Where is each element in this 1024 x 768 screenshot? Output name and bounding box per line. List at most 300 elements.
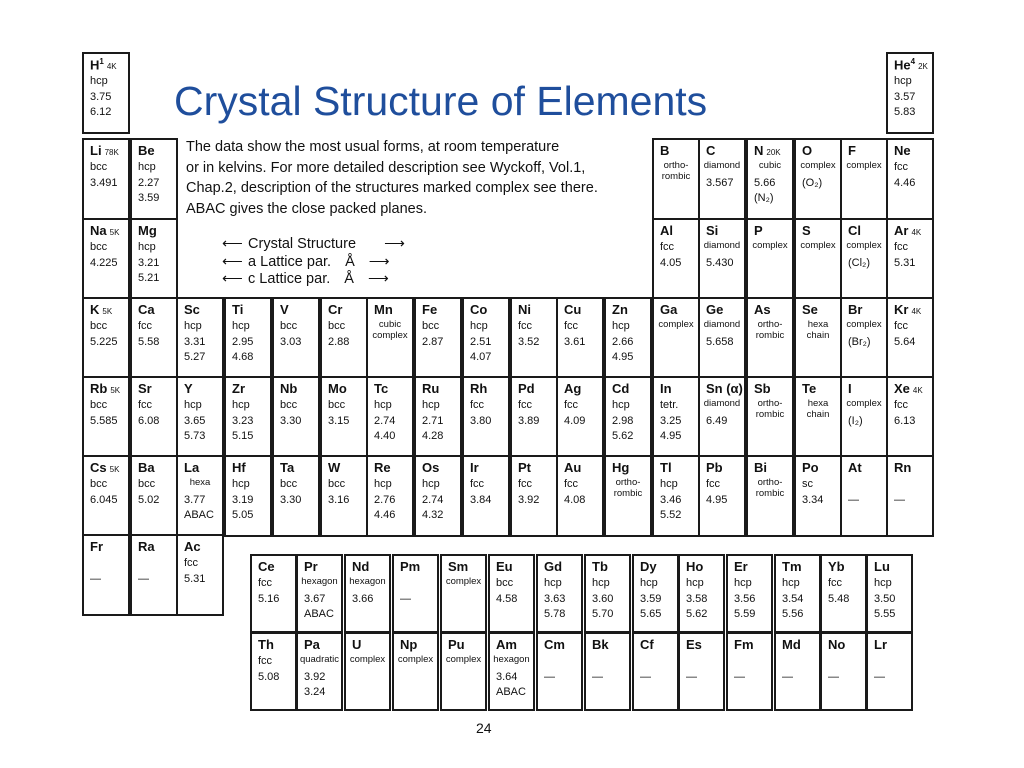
element-symbol: La xyxy=(184,460,200,475)
element-values: bcc 5.225 xyxy=(90,320,118,348)
element-cell xyxy=(604,297,652,379)
element-values: hcp 2.66 4.95 xyxy=(612,320,634,363)
element-values: hcp 3.46 5.52 xyxy=(660,478,682,521)
element-symbol: Li 78K xyxy=(90,143,119,158)
element-cell xyxy=(82,297,130,379)
element-symbol: N 20K xyxy=(754,143,781,158)
element-values: (Br₂) xyxy=(848,335,871,348)
element-symbol: F xyxy=(848,143,856,158)
temperature-label: 5K xyxy=(109,228,120,237)
temperature-label: 4K xyxy=(911,307,922,316)
element-cell xyxy=(272,376,320,458)
element-symbol: Ta xyxy=(280,460,295,475)
element-values: fcc 3.92 xyxy=(518,478,540,506)
element-cell xyxy=(250,632,297,711)
element-cell xyxy=(604,376,652,458)
element-cell xyxy=(652,218,700,300)
legend-label: a Lattice par. xyxy=(248,254,332,270)
element-cell xyxy=(774,554,821,633)
element-values: bcc 3.16 xyxy=(328,478,350,506)
element-cell xyxy=(698,297,746,379)
element-symbol: $H^14K$ xyxy=(90,57,117,73)
left-arrow-icon: ⟵ xyxy=(222,254,243,270)
element-values: hcp 3.54 5.56 xyxy=(782,577,804,620)
element-cell xyxy=(794,138,842,220)
element-symbol: Pb xyxy=(706,460,723,475)
element-values: fcc 5.16 xyxy=(258,577,280,605)
element-symbol: Al xyxy=(660,223,673,238)
element-cell xyxy=(536,632,583,711)
left-arrow-icon: ⟵ xyxy=(222,236,243,252)
element-cell xyxy=(414,455,462,537)
element-cell xyxy=(678,554,725,633)
structure-note: complex xyxy=(445,576,482,587)
element-cell xyxy=(344,554,391,633)
element-cell xyxy=(392,554,439,633)
temperature-label: 4K xyxy=(912,386,923,395)
element-cell xyxy=(886,218,934,300)
element-symbol: W xyxy=(328,460,341,475)
element-values: bcc 5.585 xyxy=(90,399,118,427)
element-symbol: Sc xyxy=(184,302,200,317)
element-cell xyxy=(488,632,535,711)
element-symbol: Ra xyxy=(138,539,155,554)
element-symbol: I xyxy=(848,381,852,396)
element-cell xyxy=(556,455,604,537)
element-cell xyxy=(652,455,700,537)
element-symbol: Co xyxy=(470,302,488,317)
element-cell xyxy=(392,632,439,711)
element-values: fcc 3.61 xyxy=(564,320,586,348)
element-symbol: Re xyxy=(374,460,391,475)
element-values: fcc 4.95 xyxy=(706,478,728,506)
element-symbol: Th xyxy=(258,637,274,652)
element-symbol: Tm xyxy=(782,559,802,574)
element-symbol: Er xyxy=(734,559,748,574)
element-symbol: Pt xyxy=(518,460,531,475)
element-cell xyxy=(886,376,934,458)
element-symbol: Be xyxy=(138,143,155,158)
structure-note: hexa chain xyxy=(806,319,830,341)
element-cell xyxy=(886,455,934,537)
element-symbol: Br xyxy=(848,302,863,317)
element-values: hcp 2.76 4.46 xyxy=(374,478,396,521)
structure-note: complex xyxy=(846,240,882,251)
structure-note: hexa chain xyxy=(806,398,830,420)
structure-note: diamond xyxy=(703,160,741,171)
element-symbol: Gd xyxy=(544,559,563,574)
temperature-label: 78K xyxy=(104,148,119,157)
element-symbol: Yb xyxy=(828,559,845,574)
description-line: Chap.2, description of the structures marked complex see there. xyxy=(186,180,598,196)
element-cell xyxy=(866,554,913,633)
legend-unit: Å xyxy=(345,254,355,270)
element-symbol: Te xyxy=(802,381,817,396)
element-symbol: O xyxy=(802,143,813,158)
element-values: fcc 3.52 xyxy=(518,320,540,348)
element-values: fcc 5.08 xyxy=(258,655,280,683)
element-cell xyxy=(632,632,679,711)
element-values: 5.430 xyxy=(706,256,734,269)
element-symbol: S xyxy=(802,223,811,238)
element-cell xyxy=(510,297,558,379)
element-cell xyxy=(510,455,558,537)
element-cell xyxy=(320,376,368,458)
element-values: 3.77 ABAC xyxy=(184,493,214,521)
element-values: (Cl₂) xyxy=(848,256,870,269)
isotope-superscript: 4 xyxy=(910,57,916,66)
element-values: bcc 2.88 xyxy=(328,320,350,348)
element-cell xyxy=(794,218,842,300)
element-values: bcc 4.225 xyxy=(90,241,118,269)
element-symbol: Ru xyxy=(422,381,440,396)
element-cell xyxy=(462,376,510,458)
isotope-superscript: 1 xyxy=(99,57,104,66)
structure-note: complex xyxy=(846,160,882,171)
element-cell xyxy=(866,632,913,711)
element-symbol: Zn xyxy=(612,302,628,317)
element-cell xyxy=(584,632,631,711)
element-symbol: Hf xyxy=(232,460,246,475)
description-line: ABAC gives the close packed planes. xyxy=(186,200,427,217)
legend-structure xyxy=(222,236,405,252)
element-cell xyxy=(678,632,725,711)
structure-note: complex xyxy=(800,240,836,251)
structure-note: complex xyxy=(800,160,836,171)
element-values: bcc 3.15 xyxy=(328,399,350,427)
element-symbol: Ir xyxy=(470,460,479,475)
element-values: fcc 4.08 xyxy=(564,478,586,506)
element-values: bcc 6.045 xyxy=(90,478,118,506)
element-symbol: Rh xyxy=(470,381,488,396)
element-symbol: Sr xyxy=(138,381,152,396)
structure-note: complex xyxy=(397,654,434,665)
element-symbol: He$^4$2K xyxy=(894,57,928,73)
element-values: hcp 2.71 4.28 xyxy=(422,399,444,442)
right-arrow-icon: ⟶ xyxy=(368,254,390,270)
element-symbol: Sm xyxy=(448,559,469,574)
structure-note: hexagon xyxy=(349,576,386,587)
element-values: fcc 6.08 xyxy=(138,399,160,427)
element-values: fcc 5.31 xyxy=(184,557,206,585)
element-values: hcp 3.56 5.59 xyxy=(734,577,756,620)
description-line: or in kelvins. For more detailed description see Wyckoff, Vol.1, xyxy=(186,159,586,176)
element-values: — xyxy=(734,670,745,683)
element-cell xyxy=(536,554,583,633)
element-values: — xyxy=(782,670,793,683)
element-cell xyxy=(698,376,746,458)
element-cell xyxy=(840,138,888,220)
element-values: bcc 5.02 xyxy=(138,478,160,506)
element-symbol: K 5K xyxy=(90,302,113,317)
element-values: — xyxy=(544,670,555,683)
element-cell xyxy=(82,52,130,134)
element-symbol: Ni xyxy=(518,302,531,317)
legend-unit: Å xyxy=(344,271,354,287)
element-symbol: Eu xyxy=(496,559,513,574)
element-symbol: Mo xyxy=(328,381,347,396)
element-symbol: Se xyxy=(802,302,818,317)
element-cell xyxy=(414,297,462,379)
element-symbol: Mg xyxy=(138,223,157,238)
temperature-label: 5K xyxy=(102,307,113,316)
page-number: 24 xyxy=(476,720,492,736)
element-values: fcc 4.46 xyxy=(894,161,916,189)
element-cell xyxy=(130,138,178,220)
structure-note: cubic complex xyxy=(372,319,408,341)
element-cell xyxy=(250,554,297,633)
element-values: hcp 3.23 5.15 xyxy=(232,399,254,442)
page-title: Crystal Structure of Elements xyxy=(174,78,708,124)
element-symbol: At xyxy=(848,460,862,475)
element-values: — xyxy=(400,592,411,605)
structure-note: complex xyxy=(445,654,482,665)
element-cell xyxy=(462,455,510,537)
structure-note: hexa xyxy=(189,477,211,488)
element-symbol: P xyxy=(754,223,763,238)
element-symbol: U xyxy=(352,637,362,652)
element-values: — xyxy=(894,493,905,506)
structure-note: ortho- rombic xyxy=(613,477,643,499)
element-values: 3.66 xyxy=(352,592,374,605)
element-values: (O₂) xyxy=(802,176,823,189)
element-values: 3.567 xyxy=(706,176,734,189)
element-cell xyxy=(510,376,558,458)
element-values: hcp 2.51 4.07 xyxy=(470,320,492,363)
structure-note: ortho- rombic xyxy=(661,160,691,182)
element-symbol: Bi xyxy=(754,460,767,475)
left-arrow-icon: ⟵ xyxy=(222,271,243,287)
element-values: hcp 2.74 4.32 xyxy=(422,478,444,521)
element-values: (I₂) xyxy=(848,414,863,427)
element-symbol: In xyxy=(660,381,672,396)
element-cell xyxy=(886,138,934,220)
element-values: hcp 2.98 5.62 xyxy=(612,399,634,442)
element-values: — xyxy=(90,572,101,585)
element-symbol: Ti xyxy=(232,302,244,317)
legend-label: Crystal Structure xyxy=(248,236,357,252)
element-symbol: Pd xyxy=(518,381,535,396)
element-cell xyxy=(82,138,130,220)
element-symbol: Hg xyxy=(612,460,630,475)
element-values: fcc 4.05 xyxy=(660,241,682,269)
element-symbol: Fe xyxy=(422,302,438,317)
element-symbol: Ho xyxy=(686,559,704,574)
element-symbol: Cr xyxy=(328,302,343,317)
element-cell xyxy=(414,376,462,458)
element-symbol: Ar 4K xyxy=(894,223,922,238)
legend-a-param xyxy=(222,254,390,270)
element-values: tetr. 3.25 4.95 xyxy=(660,399,682,442)
element-symbol: Ag xyxy=(564,381,582,396)
element-values: hcp 3.65 5.73 xyxy=(184,399,206,442)
element-cell xyxy=(746,455,794,537)
element-cell xyxy=(272,455,320,537)
element-symbol: Pa xyxy=(304,637,320,652)
element-values: fcc 5.31 xyxy=(894,241,916,269)
element-cell xyxy=(556,376,604,458)
element-symbol: Zr xyxy=(232,381,245,396)
element-cell xyxy=(584,554,631,633)
element-symbol: Tc xyxy=(374,381,389,396)
element-symbol: Cm xyxy=(544,637,565,652)
structure-note: cubic xyxy=(758,160,782,171)
element-symbol: Lr xyxy=(874,637,887,652)
element-symbol: Ga xyxy=(660,302,678,317)
element-cell xyxy=(130,534,178,616)
element-cell xyxy=(130,455,178,537)
element-cell xyxy=(224,297,272,379)
element-values: — xyxy=(592,670,603,683)
element-cell xyxy=(320,297,368,379)
element-values: sc 3.34 xyxy=(802,478,824,506)
element-values: — xyxy=(640,670,651,683)
element-cell xyxy=(176,376,224,458)
element-cell xyxy=(698,138,746,220)
element-symbol: Cf xyxy=(640,637,654,652)
element-values: hcp 2.74 4.40 xyxy=(374,399,396,442)
element-values: bcc 2.87 xyxy=(422,320,444,348)
element-symbol: Au xyxy=(564,460,582,475)
element-symbol: Cs 5K xyxy=(90,460,120,475)
element-values: bcc 3.491 xyxy=(90,161,118,189)
element-values: hcp 3.50 5.55 xyxy=(874,577,896,620)
element-symbol: Tb xyxy=(592,559,608,574)
element-symbol: Ne xyxy=(894,143,911,158)
element-cell xyxy=(272,297,320,379)
temperature-label: 4K xyxy=(106,62,117,72)
element-symbol: Am xyxy=(496,637,517,652)
element-values: hcp 3.59 5.65 xyxy=(640,577,662,620)
temperature-label: 2K xyxy=(918,62,928,72)
element-cell xyxy=(774,632,821,711)
structure-note: ortho- rombic xyxy=(755,398,785,420)
element-cell xyxy=(130,376,178,458)
element-symbol: Os xyxy=(422,460,440,475)
element-values: hcp 3.21 5.21 xyxy=(138,241,160,284)
element-symbol: Tl xyxy=(660,460,672,475)
element-cell xyxy=(176,297,224,379)
element-symbol: Pr xyxy=(304,559,318,574)
element-symbol: V xyxy=(280,302,289,317)
element-cell xyxy=(82,376,130,458)
element-cell xyxy=(652,138,700,220)
element-values: bcc 3.03 xyxy=(280,320,302,348)
element-values: bcc 3.30 xyxy=(280,399,302,427)
element-cell xyxy=(726,554,773,633)
element-symbol: Ca xyxy=(138,302,155,317)
element-values: — xyxy=(686,670,697,683)
element-cell xyxy=(726,632,773,711)
element-cell xyxy=(604,455,652,537)
element-symbol: Nd xyxy=(352,559,370,574)
right-arrow-icon: ⟶ xyxy=(384,236,405,252)
structure-note: ortho- rombic xyxy=(755,319,785,341)
element-symbol: No xyxy=(828,637,846,652)
structure-note: hexagon xyxy=(301,576,338,587)
structure-note: complex xyxy=(846,319,882,330)
element-cell xyxy=(652,297,700,379)
element-cell xyxy=(652,376,700,458)
element-symbol: Ba xyxy=(138,460,155,475)
element-values: bcc 3.30 xyxy=(280,478,302,506)
element-values: — xyxy=(848,493,859,506)
element-symbol: Nb xyxy=(280,381,298,396)
element-cell xyxy=(296,554,343,633)
legend-label: c Lattice par. xyxy=(248,271,331,287)
element-values: hcp 3.57 5.83 xyxy=(894,75,916,118)
element-values: fcc 5.58 xyxy=(138,320,160,348)
element-symbol: Sb xyxy=(754,381,771,396)
element-cell xyxy=(820,554,867,633)
element-values: 3.67 ABAC xyxy=(304,592,334,620)
structure-note: complex xyxy=(846,398,882,409)
element-cell xyxy=(440,554,487,633)
legend-c-param xyxy=(222,271,389,287)
element-symbol: Kr 4K xyxy=(894,302,922,317)
element-cell xyxy=(746,297,794,379)
element-cell xyxy=(794,297,842,379)
element-cell xyxy=(344,632,391,711)
temperature-label: 5K xyxy=(109,465,120,474)
element-symbol: Bk xyxy=(592,637,609,652)
element-values: fcc 3.80 xyxy=(470,399,492,427)
element-values: 5.66 (N₂) xyxy=(754,176,776,204)
element-cell xyxy=(320,455,368,537)
element-values: 5.658 xyxy=(706,335,734,348)
element-cell xyxy=(462,297,510,379)
element-cell xyxy=(746,376,794,458)
element-cell xyxy=(840,455,888,537)
element-symbol: Po xyxy=(802,460,819,475)
structure-note: diamond xyxy=(703,240,741,251)
element-values: — xyxy=(138,572,149,585)
temperature-label: 5K xyxy=(110,386,121,395)
element-cell xyxy=(130,218,178,300)
element-values: hcp 3.60 5.70 xyxy=(592,577,614,620)
element-values: fcc 6.13 xyxy=(894,399,916,427)
element-cell xyxy=(886,52,934,134)
element-cell xyxy=(698,455,746,537)
element-symbol: Np xyxy=(400,637,418,652)
structure-note: complex xyxy=(349,654,386,665)
element-cell xyxy=(296,632,343,711)
element-values: fcc 5.48 xyxy=(828,577,850,605)
element-values: hcp 3.58 5.62 xyxy=(686,577,708,620)
element-cell xyxy=(746,218,794,300)
element-cell xyxy=(794,376,842,458)
element-symbol: Rn xyxy=(894,460,912,475)
element-symbol: Pu xyxy=(448,637,465,652)
element-symbol: As xyxy=(754,302,771,317)
element-values: — xyxy=(874,670,885,683)
element-values: fcc 3.89 xyxy=(518,399,540,427)
element-cell xyxy=(840,376,888,458)
element-values: hcp 2.95 4.68 xyxy=(232,320,254,363)
element-symbol: Rb 5K xyxy=(90,381,121,396)
element-symbol: Xe 4K xyxy=(894,381,923,396)
element-symbol: B xyxy=(660,143,670,158)
right-arrow-icon: ⟶ xyxy=(367,271,389,287)
element-cell xyxy=(794,455,842,537)
element-symbol: Cu xyxy=(564,302,582,317)
element-cell xyxy=(224,376,272,458)
element-values: hcp 3.19 5.05 xyxy=(232,478,254,521)
element-symbol: Sn (α) xyxy=(706,381,743,396)
element-cell xyxy=(176,534,224,616)
element-cell xyxy=(820,632,867,711)
element-values: hcp 3.75 6.12 xyxy=(90,75,112,118)
